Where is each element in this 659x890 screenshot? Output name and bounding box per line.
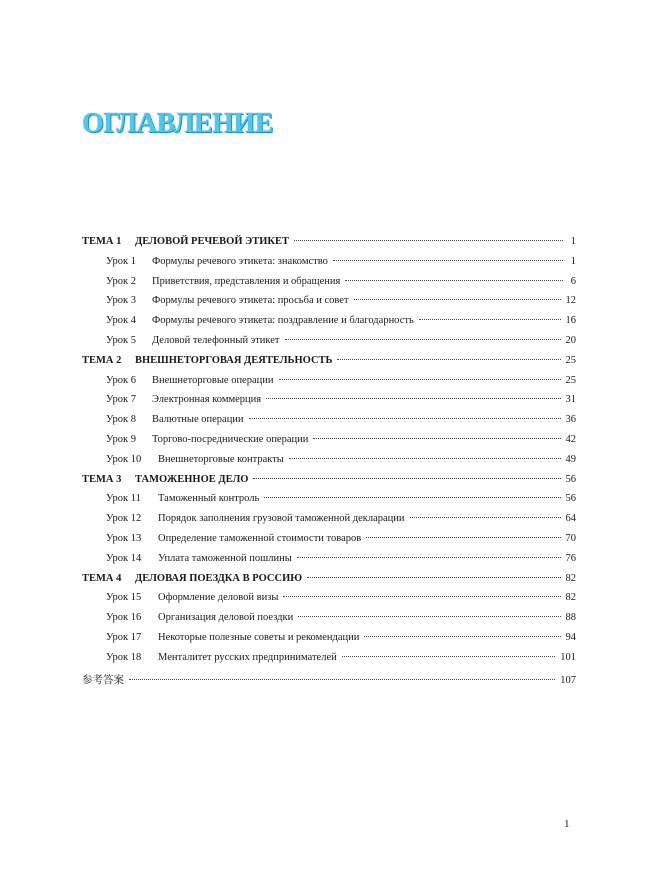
toc-page-number: 94 [565, 631, 576, 643]
toc-entry-title: ТАМОЖЕННОЕ ДЕЛО [135, 473, 249, 485]
toc-page-number: 76 [565, 552, 576, 564]
toc-lesson-row [82, 295, 576, 315]
toc-page-number: 1 [570, 236, 576, 247]
toc-lesson-row [82, 335, 576, 355]
dot-leader [129, 679, 555, 680]
toc-answers-row [82, 672, 576, 692]
toc-entry-title: ВНЕШНЕТОРГОВАЯ ДЕЯТЕЛЬНОСТЬ [135, 354, 333, 366]
toc-entry-number: Урок 7 [106, 394, 136, 406]
toc-entry-number: ТЕМА 2 [82, 354, 122, 366]
toc-lesson-row [82, 553, 576, 573]
toc-entry-title: Электронная коммерция [152, 394, 262, 406]
toc-entry-title: Приветствия, представления и обращения [152, 275, 341, 287]
toc-page-number: 56 [565, 493, 576, 505]
toc-entry-number: Урок 8 [106, 414, 136, 426]
dot-leader [307, 577, 560, 578]
toc-page-number: 56 [565, 473, 576, 485]
toc-entry-number: Урок 14 [106, 552, 142, 564]
toc-page-number: 12 [565, 295, 576, 307]
toc-page-number: 64 [565, 513, 576, 525]
toc-entry-title: Оформление деловой визы [158, 592, 279, 604]
toc-entry-number: Урок 1 [106, 255, 136, 267]
toc-lesson-row [82, 315, 576, 335]
page-title: ОГЛАВЛЕНИЕ [82, 108, 273, 139]
toc-entry-number: Урок 6 [106, 374, 136, 386]
toc-entry-title: Некоторые полезные советы и рекомендации [158, 631, 360, 643]
toc-entry-number: Урок 11 [106, 493, 141, 505]
toc-entry-number: Урок 4 [106, 315, 136, 327]
dot-leader [253, 478, 560, 479]
dot-leader [266, 398, 560, 399]
toc-entry-number: Урок 9 [106, 433, 136, 445]
toc-entry-title: ДЕЛОВАЯ ПОЕЗДКА В РОССИЮ [135, 572, 303, 584]
toc-entry-number: Урок 17 [106, 631, 142, 643]
toc-page-number: 101 [560, 651, 576, 663]
toc-entry-number: Урок 2 [106, 275, 136, 287]
dot-leader [283, 596, 560, 597]
toc-page-number: 82 [565, 592, 576, 604]
toc-entry-number: ТЕМА 1 [82, 236, 122, 247]
dot-leader [279, 379, 561, 380]
toc-lesson-row [82, 632, 576, 652]
toc-lesson-row [82, 652, 576, 672]
toc-theme-row [82, 236, 576, 256]
dot-leader [333, 260, 563, 261]
dot-leader [294, 240, 563, 241]
table-of-contents [82, 236, 576, 691]
toc-lesson-row [82, 612, 576, 632]
toc-entry-title: Торгово-посреднические операции [152, 433, 309, 445]
toc-entry-title: Формулы речевого этикета: просьба и совет [152, 295, 349, 307]
dot-leader [337, 359, 560, 360]
toc-entry-number: Урок 16 [106, 612, 142, 624]
toc-lesson-row [82, 276, 576, 296]
toc-entry-number: Урок 13 [106, 532, 142, 544]
toc-page-number: 31 [565, 394, 576, 406]
toc-entry-number: Урок 5 [106, 334, 136, 346]
toc-lesson-row [82, 375, 576, 395]
dot-leader [313, 438, 560, 439]
toc-entry-title: Формулы речевого этикета: знакомство [152, 255, 328, 267]
toc-entry-title: Внешнеторговые контракты [158, 453, 284, 465]
toc-entry-title: Организация деловой поездки [158, 612, 294, 624]
toc-page-number: 1 [570, 255, 576, 267]
toc-page-number: 42 [565, 433, 576, 445]
toc-theme-row [82, 355, 576, 375]
toc-entry-title: Менталитет русских предпринимателей [158, 651, 337, 663]
toc-lesson-row [82, 513, 576, 533]
dot-leader [264, 497, 560, 498]
toc-page-number: 36 [565, 414, 576, 426]
toc-entry-title: Валютные операции [152, 414, 244, 426]
toc-entry-title: 参考答案 [82, 674, 124, 686]
toc-page-number: 25 [565, 354, 576, 366]
dot-leader [366, 537, 560, 538]
dot-leader [249, 418, 561, 419]
toc-page-number: 107 [560, 674, 576, 686]
toc-entry-title: Порядок заполнения грузовой таможенной декларации [158, 513, 405, 525]
toc-lesson-row [82, 414, 576, 434]
toc-entry-title: Деловой телефонный этикет [152, 334, 280, 346]
page-number: 1 [564, 818, 570, 830]
toc-lesson-row [82, 434, 576, 454]
toc-entry-title: Уплата таможенной пошлины [158, 552, 292, 564]
toc-entry-number: Урок 18 [106, 651, 142, 663]
dot-leader [419, 319, 561, 320]
dot-leader [342, 656, 556, 657]
toc-page-number: 88 [565, 612, 576, 624]
toc-entry-number: Урок 3 [106, 295, 136, 307]
toc-entry-title: Определение таможенной стоимости товаров [158, 532, 362, 544]
toc-page-number: 70 [565, 532, 576, 544]
toc-theme-row [82, 573, 576, 593]
toc-entry-number: Урок 12 [106, 513, 142, 525]
dot-leader [297, 557, 561, 558]
toc-page-number: 20 [565, 334, 576, 346]
toc-entry-title: ДЕЛОВОЙ РЕЧЕВОЙ ЭТИКЕТ [135, 236, 290, 247]
toc-page-number: 82 [565, 572, 576, 584]
toc-entry-number: Урок 15 [106, 592, 142, 604]
toc-lesson-row [82, 454, 576, 474]
dot-leader [345, 280, 563, 281]
toc-entry-number: ТЕМА 3 [82, 473, 122, 485]
dot-leader [285, 339, 561, 340]
toc-entry-number: ТЕМА 4 [82, 572, 122, 584]
dot-leader [289, 458, 561, 459]
toc-entry-title: Формулы речевого этикета: поздравление и благодарность [152, 315, 414, 327]
toc-entry-number: Урок 10 [106, 453, 142, 465]
toc-lesson-row [82, 592, 576, 612]
dot-leader [364, 636, 560, 637]
toc-entry-title: Таможенный контроль [158, 493, 260, 505]
toc-lesson-row [82, 533, 576, 553]
toc-theme-row [82, 474, 576, 494]
toc-lesson-row [82, 493, 576, 513]
toc-entry-title: Внешнеторговые операции [152, 374, 274, 386]
toc-page-number: 49 [565, 453, 576, 465]
toc-lesson-row [82, 256, 576, 276]
toc-page-number: 25 [565, 374, 576, 386]
dot-leader [298, 616, 560, 617]
toc-page-number: 6 [570, 275, 576, 287]
dot-leader [354, 299, 561, 300]
toc-page-number: 16 [565, 315, 576, 327]
dot-leader [410, 517, 561, 518]
toc-lesson-row [82, 394, 576, 414]
